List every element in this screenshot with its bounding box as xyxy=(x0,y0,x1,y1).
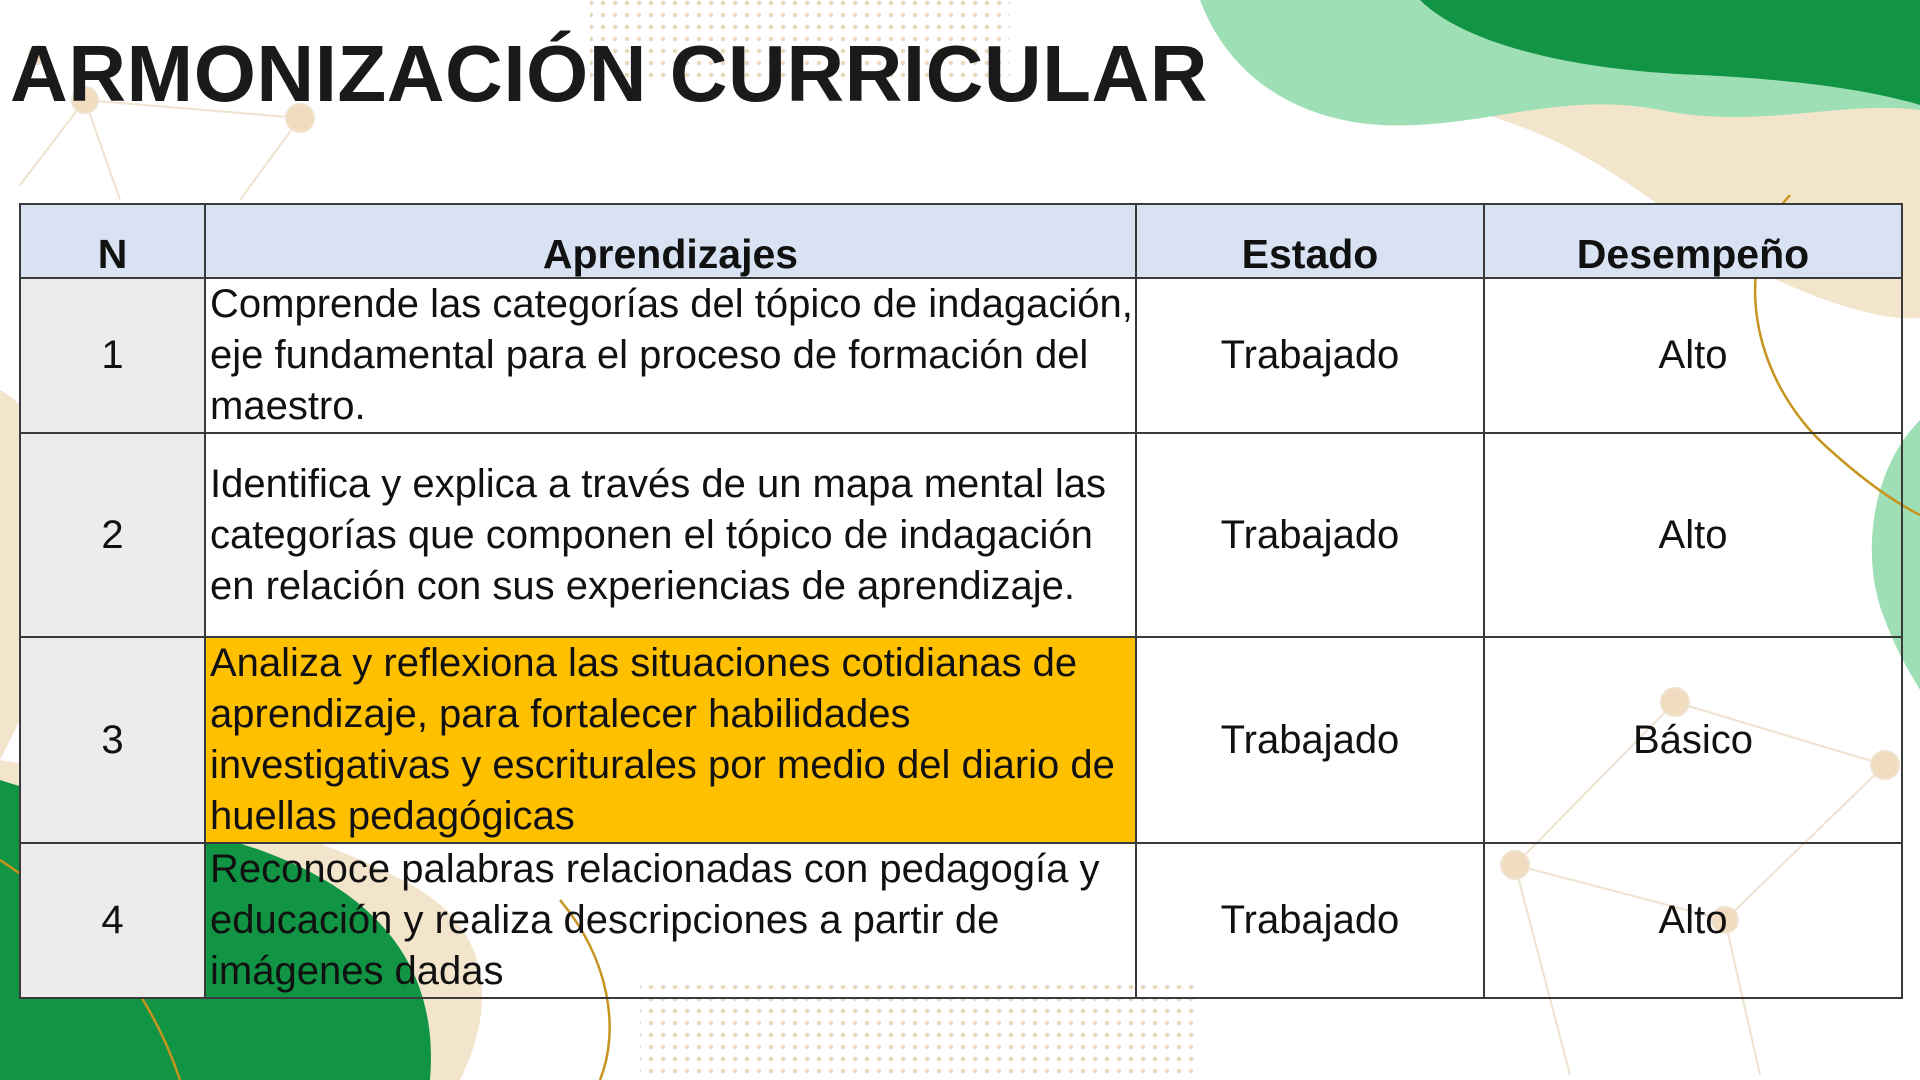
header-aprendizajes: Aprendizajes xyxy=(205,204,1136,278)
row-aprendizaje: Reconoce palabras relacionadas con pedagogía y educación y realiza descripciones a partir de imágenes dadas xyxy=(205,843,1136,998)
row-number: 4 xyxy=(20,843,205,998)
header-desempeno: Desempeño xyxy=(1484,204,1902,278)
page-title: ARMONIZACIÓN CURRICULAR xyxy=(10,29,1209,118)
row-estado: Trabajado xyxy=(1136,843,1484,998)
row-number: 3 xyxy=(20,637,205,843)
dot-pattern-bottom xyxy=(640,985,1200,1080)
row-number: 1 xyxy=(20,278,205,433)
header-n: N xyxy=(20,204,205,278)
row-estado: Trabajado xyxy=(1136,433,1484,637)
table-header-row xyxy=(20,204,1902,278)
row-estado: Trabajado xyxy=(1136,637,1484,843)
row-desempeno: Básico xyxy=(1484,637,1902,843)
row-number: 2 xyxy=(20,433,205,637)
table-row xyxy=(20,637,1902,843)
header-estado: Estado xyxy=(1136,204,1484,278)
row-desempeno: Alto xyxy=(1484,278,1902,433)
row-desempeno: Alto xyxy=(1484,843,1902,998)
curriculum-table xyxy=(19,203,1903,999)
table-row xyxy=(20,433,1902,637)
row-aprendizaje-highlighted: Analiza y reflexiona las situaciones cotidianas de aprendizaje, para fortalecer habilidades investigativas y escriturales por medio del diario de huellas pedagógicas xyxy=(205,637,1136,843)
row-estado: Trabajado xyxy=(1136,278,1484,433)
row-aprendizaje: Comprende las categorías del tópico de indagación, eje fundamental para el proceso de formación del maestro. xyxy=(205,278,1136,433)
row-aprendizaje: Identifica y explica a través de un mapa mental las categorías que componen el tópico de indagación en relación con sus experiencias de aprendizaje. xyxy=(205,433,1136,637)
table-row xyxy=(20,843,1902,998)
row-desempeno: Alto xyxy=(1484,433,1902,637)
table-row xyxy=(20,278,1902,433)
